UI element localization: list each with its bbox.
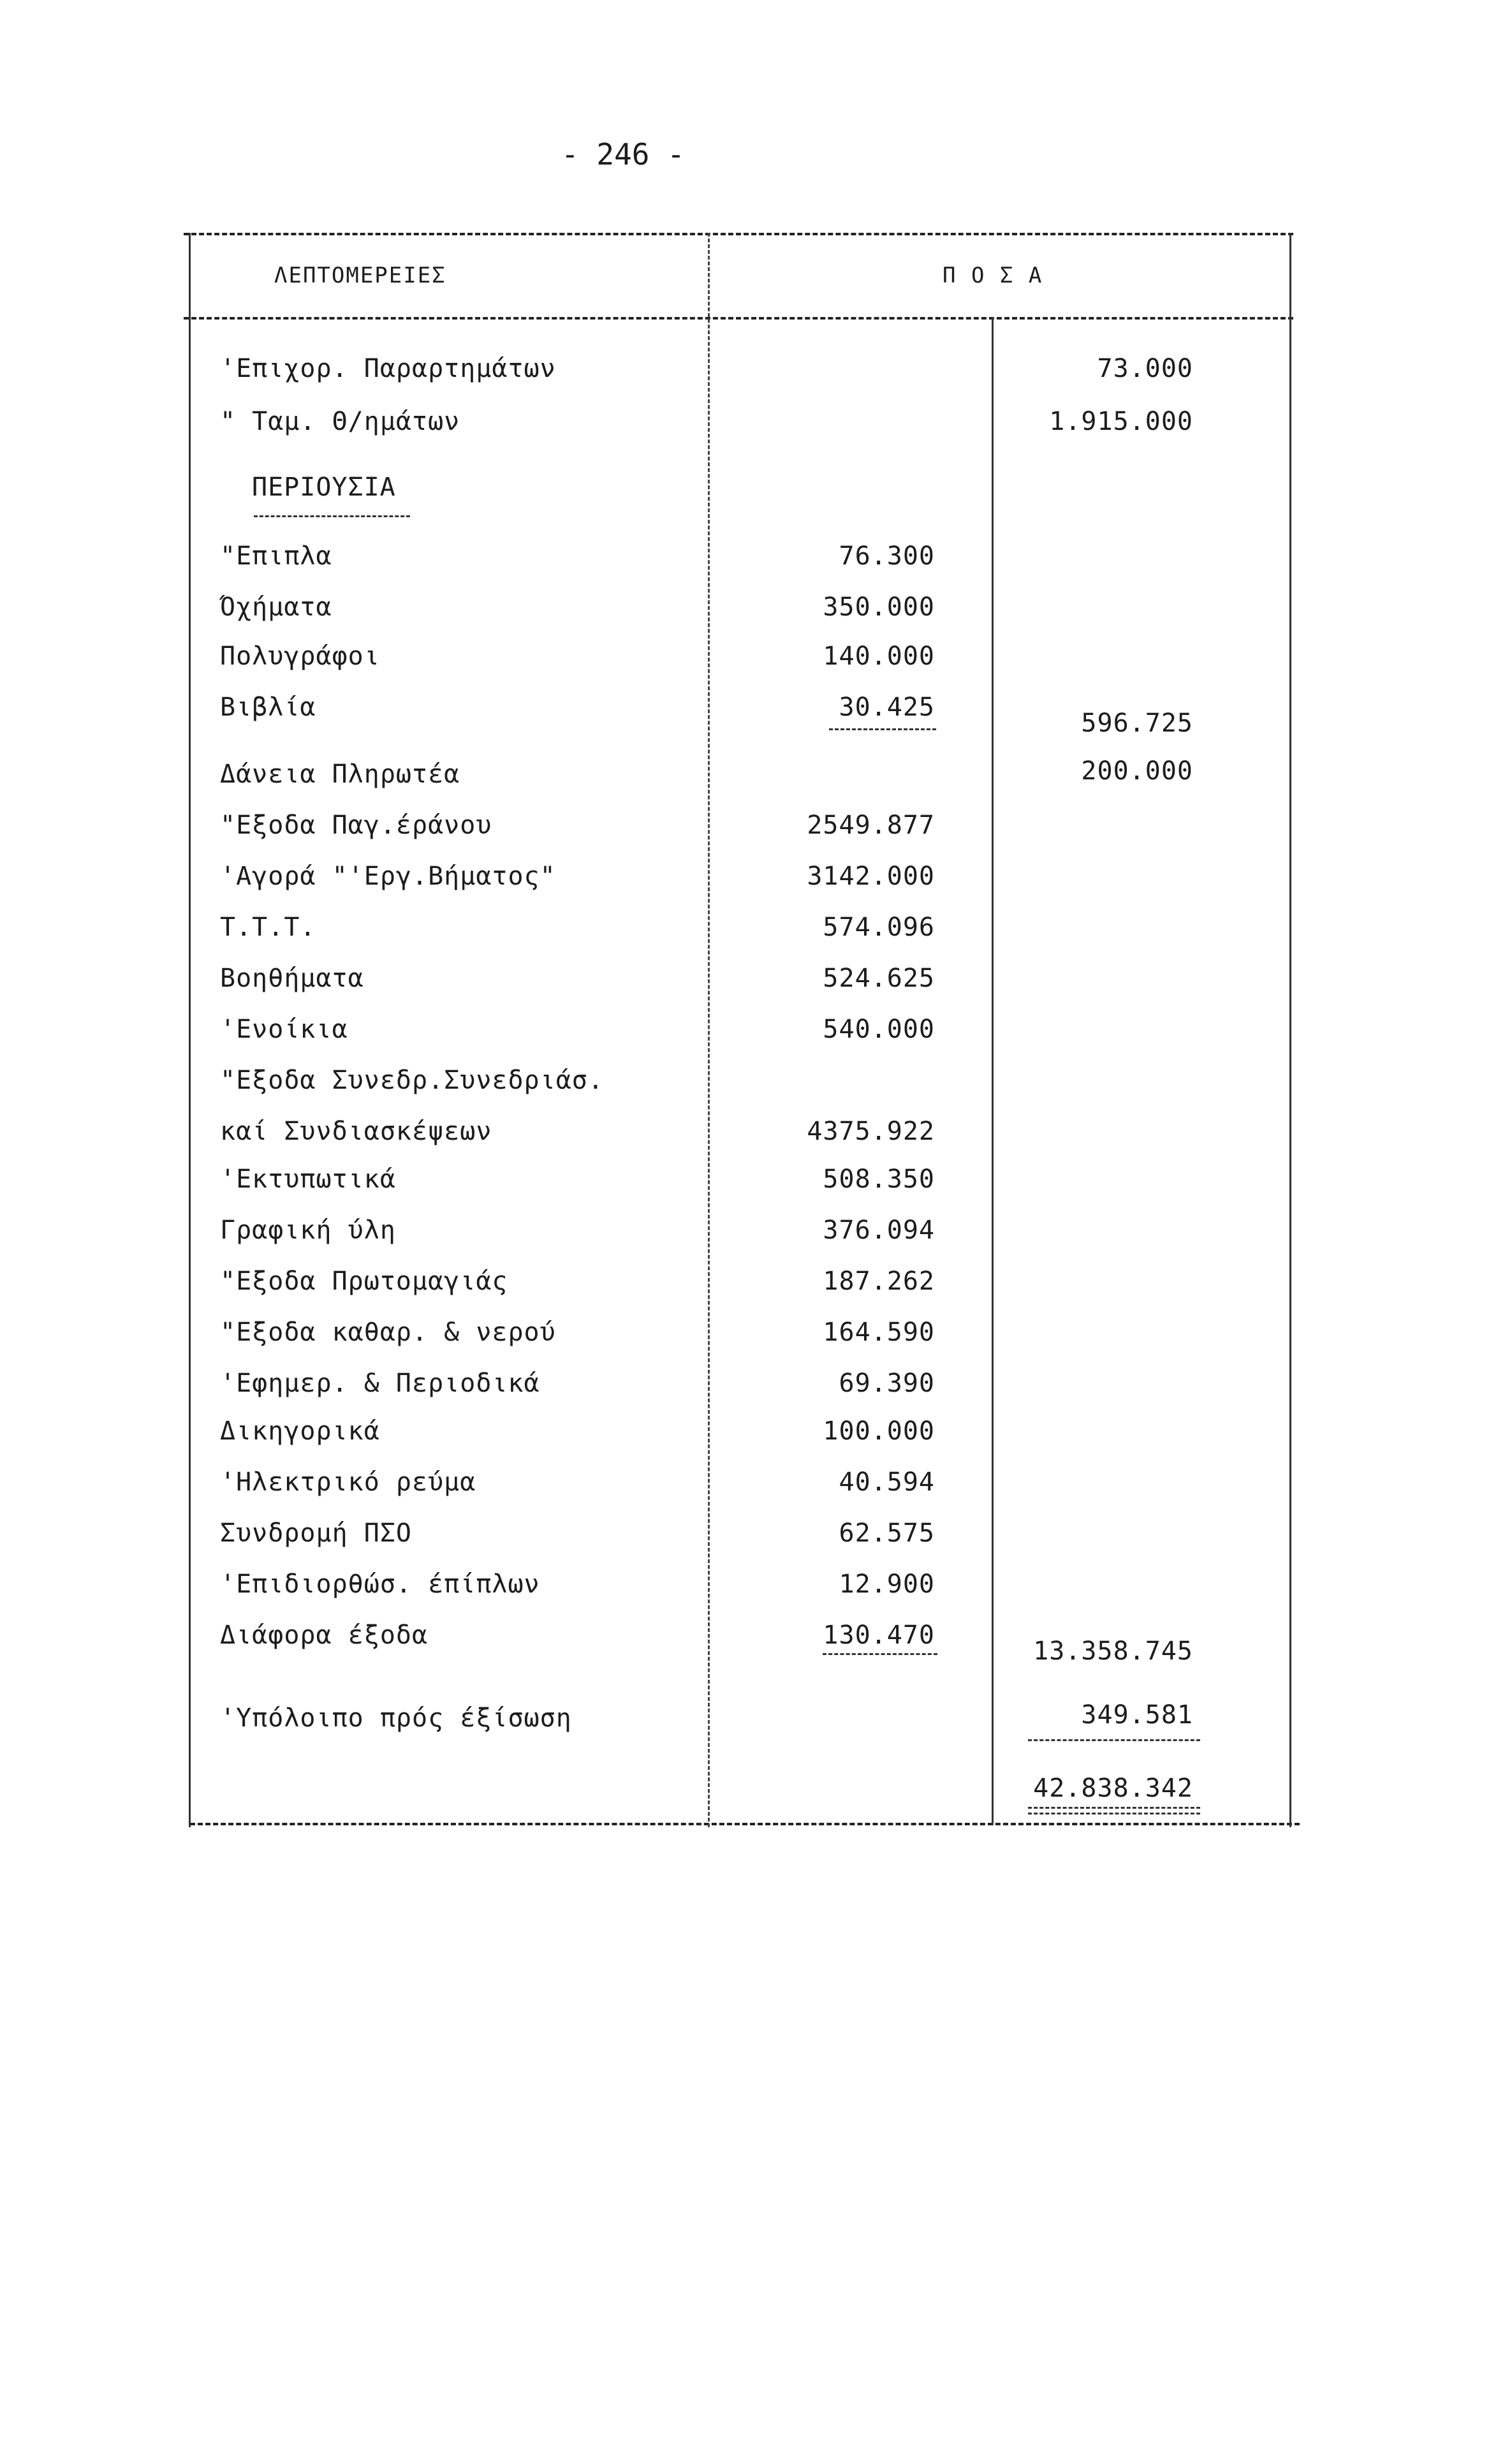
section-heading-underline	[254, 515, 410, 517]
row-label: Δικηγορικά	[220, 1417, 380, 1446]
row-subamount: 187.262	[823, 1267, 935, 1296]
row-subamount: 376.094	[823, 1216, 935, 1245]
row-label: Όχήματα	[220, 593, 332, 622]
header-details: ΛΕΠΤΟΜΕΡΕΙΕΣ	[274, 263, 446, 288]
row-label: " Ταμ. Θ/ημάτων	[220, 407, 460, 436]
row-label: καί Συνδιασκέψεων	[220, 1117, 492, 1146]
row-label: Πολυγράφοι	[220, 642, 380, 671]
row-subamount: 12.900	[839, 1570, 935, 1599]
row-label: "Επιπλα	[220, 541, 332, 571]
table-top-rule	[184, 233, 1293, 235]
row-subamount: 76.300	[839, 541, 935, 571]
row-total: 349.581	[1081, 1700, 1193, 1730]
row-label: 'Αγορά "'Εργ.Βήματος"	[220, 862, 556, 891]
row-subamount: 30.425	[839, 693, 935, 722]
row-subamount: 524.625	[823, 964, 935, 993]
page-number: - 246 -	[561, 137, 685, 172]
section-heading: ΠΕΡΙΟΥΣΙΑ	[252, 473, 396, 502]
row-subamount: 3142.000	[807, 862, 935, 891]
header-amounts: Π Ο Σ Α	[943, 263, 1043, 288]
row-label: 'Επιδιορθώσ. έπίπλων	[220, 1570, 540, 1599]
row-subamount: 350.000	[823, 593, 935, 622]
row-label: Γραφική ύλη	[220, 1216, 396, 1245]
row-subamount: 100.000	[823, 1417, 935, 1446]
subtotal-underline	[829, 728, 936, 730]
grand-total-underline	[1028, 1807, 1200, 1809]
row-total: 200.000	[1081, 756, 1193, 786]
row-label: 'Επιχορ. Παραρτημάτων	[220, 354, 556, 383]
row-label: "Εξοδα Πρωτομαγιάς	[220, 1267, 508, 1296]
row-label: Βιβλία	[220, 693, 316, 722]
row-label: Διάφορα έξοδα	[220, 1621, 429, 1650]
grand-total: 42.838.342	[1033, 1774, 1193, 1803]
divider-details	[708, 233, 710, 1827]
row-subamount: 574.096	[823, 913, 935, 942]
row-label: Τ.Τ.Τ.	[220, 913, 316, 942]
left-border	[189, 233, 191, 1827]
row-subamount: 69.390	[839, 1369, 935, 1398]
row-label: Δάνεια Πληρωτέα	[220, 760, 460, 789]
row-total: 596.725	[1081, 709, 1193, 738]
row-label: Συνδρομή ΠΣΟ	[220, 1519, 412, 1548]
subtotal-underline	[823, 1653, 937, 1655]
divider-amounts	[992, 317, 994, 1825]
row-subamount: 130.470	[823, 1621, 935, 1650]
row-subamount: 4375.922	[807, 1117, 935, 1146]
row-subamount: 164.590	[823, 1318, 935, 1347]
row-total: 1.915.000	[1049, 407, 1193, 436]
row-label: "Εξοδα καθαρ. & νερού	[220, 1318, 556, 1347]
header-bottom-rule	[184, 317, 1293, 320]
row-subamount: 540.000	[823, 1015, 935, 1044]
total-underline	[1028, 1739, 1200, 1741]
row-label: 'Υπόλοιπο πρός έξίσωση	[220, 1704, 572, 1733]
row-label: 'Εφημερ. & Περιοδικά	[220, 1369, 540, 1398]
grand-total-double-underline	[1028, 1813, 1200, 1814]
row-label: 'Ηλεκτρικό ρεύμα	[220, 1468, 476, 1497]
table-bottom-rule	[190, 1823, 1300, 1825]
right-border	[1289, 233, 1291, 1827]
row-label: 'Εκτυπωτικά	[220, 1165, 396, 1194]
row-label: "Εξοδα Συνεδρ.Συνεδριάσ.	[220, 1066, 604, 1095]
row-total: 73.000	[1097, 354, 1193, 383]
row-subamount: 2549.877	[807, 811, 935, 840]
row-label: 'Ενοίκια	[220, 1015, 348, 1044]
row-label: Βοηθήματα	[220, 964, 364, 993]
row-subamount: 140.000	[823, 642, 935, 671]
row-subamount: 40.594	[839, 1468, 935, 1497]
row-subamount: 62.575	[839, 1519, 935, 1548]
row-total: 13.358.745	[1033, 1637, 1193, 1666]
row-label: "Εξοδα Παγ.έράνου	[220, 811, 492, 840]
row-subamount: 508.350	[823, 1165, 935, 1194]
